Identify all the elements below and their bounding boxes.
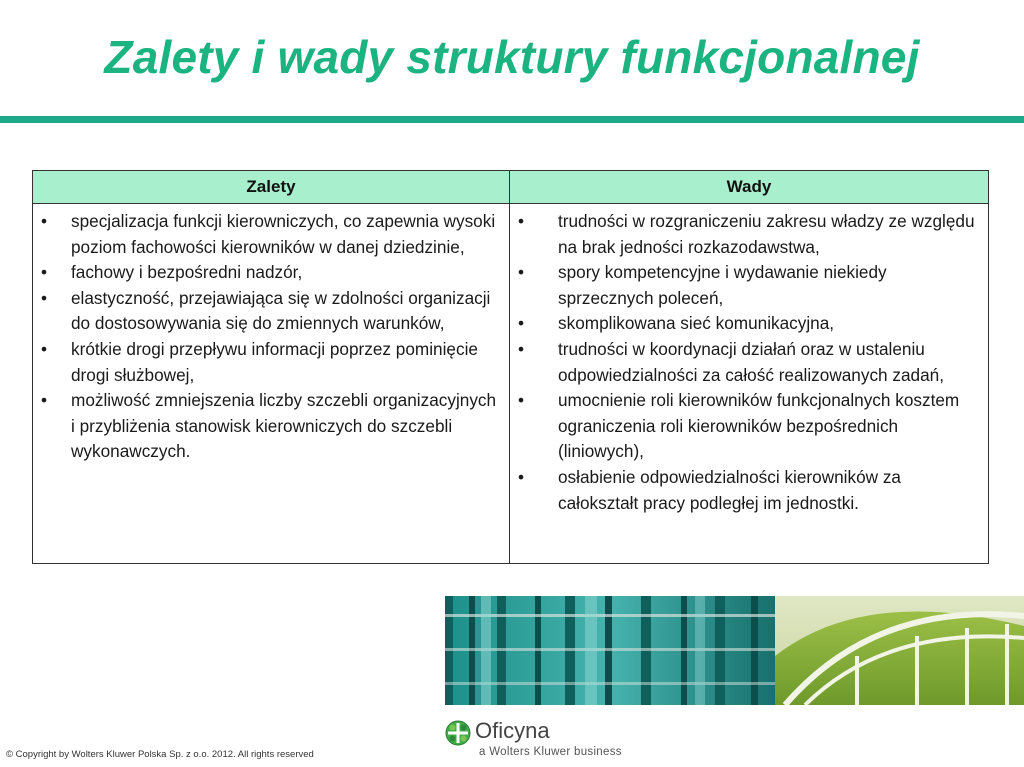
list-item bbox=[516, 209, 982, 260]
bullet-glyph: • bbox=[41, 287, 48, 308]
title-divider bbox=[0, 116, 1024, 123]
list-item bbox=[516, 465, 982, 516]
bullet-glyph: • bbox=[518, 390, 525, 411]
list-item bbox=[516, 337, 982, 388]
header-advantages: Zalety bbox=[33, 171, 510, 204]
disadvantages-list bbox=[516, 209, 982, 516]
bullet-glyph: • bbox=[518, 338, 525, 359]
list-item bbox=[39, 286, 503, 337]
slide-title: Zalety i wady struktury funkcjonalnej bbox=[104, 31, 920, 83]
copyright-notice: © Copyright by Wolters Kluwer Polska Sp. z o.o. 2012. All rights reserved bbox=[6, 749, 314, 760]
bullet-glyph: • bbox=[518, 211, 525, 231]
list-item bbox=[39, 209, 503, 260]
list-item-text: spory kompetencyjne i wydawanie niekiedy sprzecznych poleceń, bbox=[558, 262, 887, 308]
list-item-text: krótkie drogi przepływu informacji poprzez pominięcie drogi służbowej, bbox=[71, 338, 478, 385]
building-photo bbox=[445, 596, 1024, 705]
bullet-glyph: • bbox=[41, 211, 48, 231]
table-body-row bbox=[33, 204, 989, 564]
list-item-text: trudności w rozgraniczeniu zakresu władzy ze względu na brak jedności rozkazodawstwa, bbox=[558, 211, 975, 257]
list-item-text: elastyczność, przejawiająca się w zdolności organizacji do dostosowywania się do zmiennych warunków, bbox=[71, 287, 491, 334]
logo-mark-icon bbox=[445, 720, 471, 746]
bullet-glyph: • bbox=[518, 313, 525, 334]
list-item-text: możliwość zmniejszenia liczby szczebli organizacyjnych i przybliżenia stanowisk kierowniczych do szczebli wykonawczych. bbox=[71, 390, 497, 462]
bullet-glyph: • bbox=[41, 338, 48, 359]
list-item-text: specjalizacja funkcji kierowniczych, co zapewnia wysoki poziom fachowości kierowników w danej dziedzinie, bbox=[71, 211, 496, 257]
list-item-text: fachowy i bezpośredni nadzór, bbox=[71, 262, 303, 283]
bullet-glyph: • bbox=[518, 466, 525, 487]
list-item-text: umocnienie roli kierowników funkcjonalnych kosztem ograniczenia roli kierowników bezpośrednich (liniowych), bbox=[558, 390, 960, 462]
table-header-row bbox=[33, 171, 989, 204]
list-item bbox=[516, 311, 982, 337]
logo-name: Oficyna bbox=[475, 718, 550, 743]
list-item bbox=[39, 337, 503, 388]
disadvantages-cell bbox=[510, 204, 989, 564]
advantages-cell bbox=[33, 204, 510, 564]
list-item bbox=[516, 260, 982, 311]
bullet-glyph: • bbox=[41, 390, 48, 411]
bullet-glyph: • bbox=[518, 262, 525, 283]
list-item-text: trudności w koordynacji działań oraz w ustaleniu odpowiedzialności za całość realizowanych zadań, bbox=[558, 338, 944, 385]
header-disadvantages: Wady bbox=[510, 171, 989, 204]
list-item-text: skomplikowana sieć komunikacyjna, bbox=[558, 313, 835, 334]
list-item bbox=[39, 388, 503, 465]
list-item bbox=[516, 388, 982, 465]
list-item bbox=[39, 260, 503, 286]
bullet-glyph: • bbox=[41, 262, 48, 283]
logo-subtitle: a Wolters Kluwer business bbox=[479, 746, 622, 758]
list-item-text: osłabienie odpowiedzialności kierowników za całokształt pracy podległej im jednostki. bbox=[558, 466, 901, 513]
comparison-table bbox=[32, 170, 989, 564]
advantages-list bbox=[39, 209, 503, 465]
oficyna-logo bbox=[445, 720, 695, 764]
